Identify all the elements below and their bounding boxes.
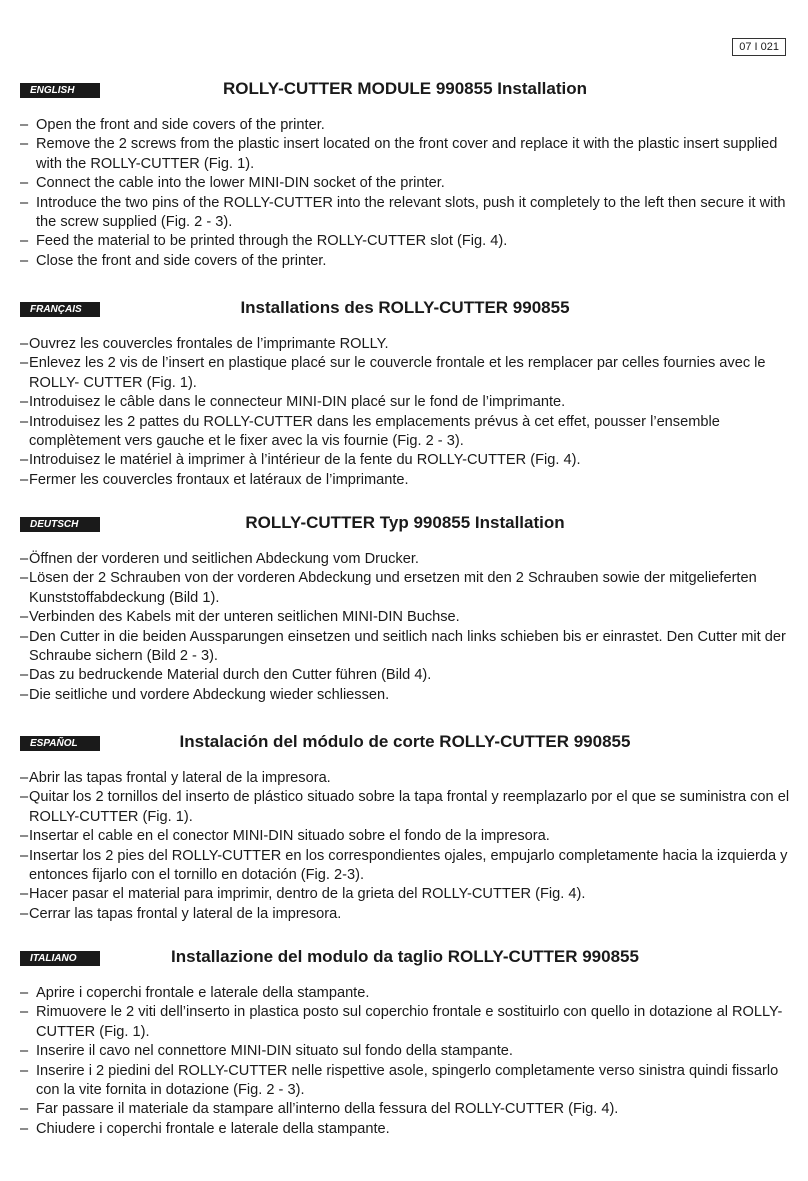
list-item: – Feed the material to be printed through the ROLLY-CUTTER slot (Fig. 4). [20, 232, 790, 251]
language-badge-english: ENGLISH [20, 83, 100, 98]
section-english [20, 78, 790, 271]
list-item: – Das zu bedruckende Material durch den Cutter führen (Bild 4). [20, 666, 790, 685]
list-item: – Chiudere i coperchi frontale e laterale della stampante. [20, 1120, 790, 1139]
list-item: – Öffnen der vorderen und seitlichen Abdeckung vom Drucker. [20, 550, 790, 569]
list-item: – Insertar los 2 pies del ROLLY-CUTTER en los correspondientes ojales, empujarlo completamente hacia la izquierda y entonces fijarlo con el tornillo en dotación (Fig. 2-3). [20, 847, 790, 886]
list-item: – Open the front and side covers of the printer. [20, 116, 790, 135]
section-francais [20, 297, 790, 490]
list-item: – Connect the cable into the lower MINI-DIN socket of the printer. [20, 174, 790, 193]
instruction-list-espanol [20, 769, 790, 924]
list-item: – Aprire i coperchi frontale e laterale della stampante. [20, 984, 790, 1003]
list-item: – Die seitliche und vordere Abdeckung wieder schliessen. [20, 686, 790, 705]
section-title-english: ROLLY-CUTTER MODULE 990855 Installation [223, 79, 587, 98]
list-item: – Quitar los 2 tornillos del inserto de plástico situado sobre la tapa frontal y reemplazarlo por el que se suministra con el ROLLY-CUTTER (Fig. 1). [20, 788, 790, 827]
instruction-list-italiano [20, 984, 790, 1139]
list-item: – Lösen der 2 Schrauben von der vorderen Abdeckung und ersetzen mit den 2 Schrauben sowie der mitgelieferten Kunststoffabdeckung (Bild 1). [20, 569, 790, 608]
list-item: – Cerrar las tapas frontal y lateral de la impresora. [20, 905, 790, 924]
list-item: – Introduisez les 2 pattes du ROLLY-CUTTER dans les emplacements prévus à cet effet, pousser l’ensemble complètement vers gauche et le fixer avec la vis fournie (Fig. 2 - 3). [20, 413, 790, 452]
section-title-deutsch: ROLLY-CUTTER Typ 990855 Installation [245, 513, 565, 532]
list-item: – Close the front and side covers of the printer. [20, 252, 790, 271]
list-item: – Remove the 2 screws from the plastic insert located on the front cover and replace it with the plastic insert supplied with the ROLLY-CUTTER (Fig. 1). [20, 135, 790, 174]
list-item: – Far passare il materiale da stampare all’interno della fessura del ROLLY-CUTTER (Fig. 4). [20, 1100, 790, 1119]
list-item: – Insertar el cable en el conector MINI-DIN situado sobre el fondo de la impresora. [20, 827, 790, 846]
instruction-list-deutsch [20, 550, 790, 705]
instruction-list-francais [20, 335, 790, 490]
list-item: – Enlevez les 2 vis de l’insert en plastique placé sur le couvercle frontale et les remplacer par celles fournies avec le ROLLY- CUTTER (Fig. 1). [20, 354, 790, 393]
language-badge-deutsch: DEUTSCH [20, 517, 100, 532]
list-item: – Inserire i 2 piedini del ROLLY-CUTTER nelle rispettive asole, spingerlo completamente verso sinistra quindi fissarlo con la vite fornita in dotazione (Fig. 2 - 3). [20, 1062, 790, 1101]
list-item: – Verbinden des Kabels mit der unteren seitlichen MINI-DIN Buchse. [20, 608, 790, 627]
language-badge-francais: FRANÇAIS [20, 302, 100, 317]
list-item: – Inserire il cavo nel connettore MINI-DIN situato sul fondo della stampante. [20, 1042, 790, 1061]
list-item: – Fermer les couvercles frontaux et latéraux de l’imprimante. [20, 471, 790, 490]
document-code: 07 I 021 [732, 38, 786, 56]
list-item: – Introduisez le câble dans le connecteur MINI-DIN placé sur le fond de l’imprimante. [20, 393, 790, 412]
list-item: – Introduce the two pins of the ROLLY-CUTTER into the relevant slots, push it completely to the left then secure it with the screw supplied (Fig. 2 - 3). [20, 194, 790, 233]
list-item: – Rimuovere le 2 viti dell’inserto in plastica posto sul coperchio frontale e sostituirlo con quello in dotazione al ROLLY-CUTTER (Fig. 1). [20, 1003, 790, 1042]
section-italiano [20, 946, 790, 1139]
list-item: – Den Cutter in die beiden Aussparungen einsetzen und seitlich nach links schieben bis er einrastet. Den Cutter mit der Schraube sichern (Bild 2 - 3). [20, 628, 790, 667]
section-deutsch [20, 512, 790, 705]
instruction-list-english [20, 116, 790, 271]
list-item: – Abrir las tapas frontal y lateral de la impresora. [20, 769, 790, 788]
section-title-francais: Installations des ROLLY-CUTTER 990855 [240, 298, 570, 317]
language-badge-espanol: ESPAÑOL [20, 736, 100, 751]
list-item: – Hacer pasar el material para imprimir, dentro de la grieta del ROLLY-CUTTER (Fig. 4). [20, 885, 790, 904]
list-item: – Introduisez le matériel à imprimer à l’intérieur de la fente du ROLLY-CUTTER (Fig. 4). [20, 451, 790, 470]
section-espanol [20, 731, 790, 924]
language-badge-italiano: ITALIANO [20, 951, 100, 966]
section-title-espanol: Instalación del módulo de corte ROLLY-CUTTER 990855 [179, 732, 631, 751]
list-item: – Ouvrez les couvercles frontales de l’imprimante ROLLY. [20, 335, 790, 354]
section-title-italiano: Installazione del modulo da taglio ROLLY-CUTTER 990855 [171, 947, 639, 966]
